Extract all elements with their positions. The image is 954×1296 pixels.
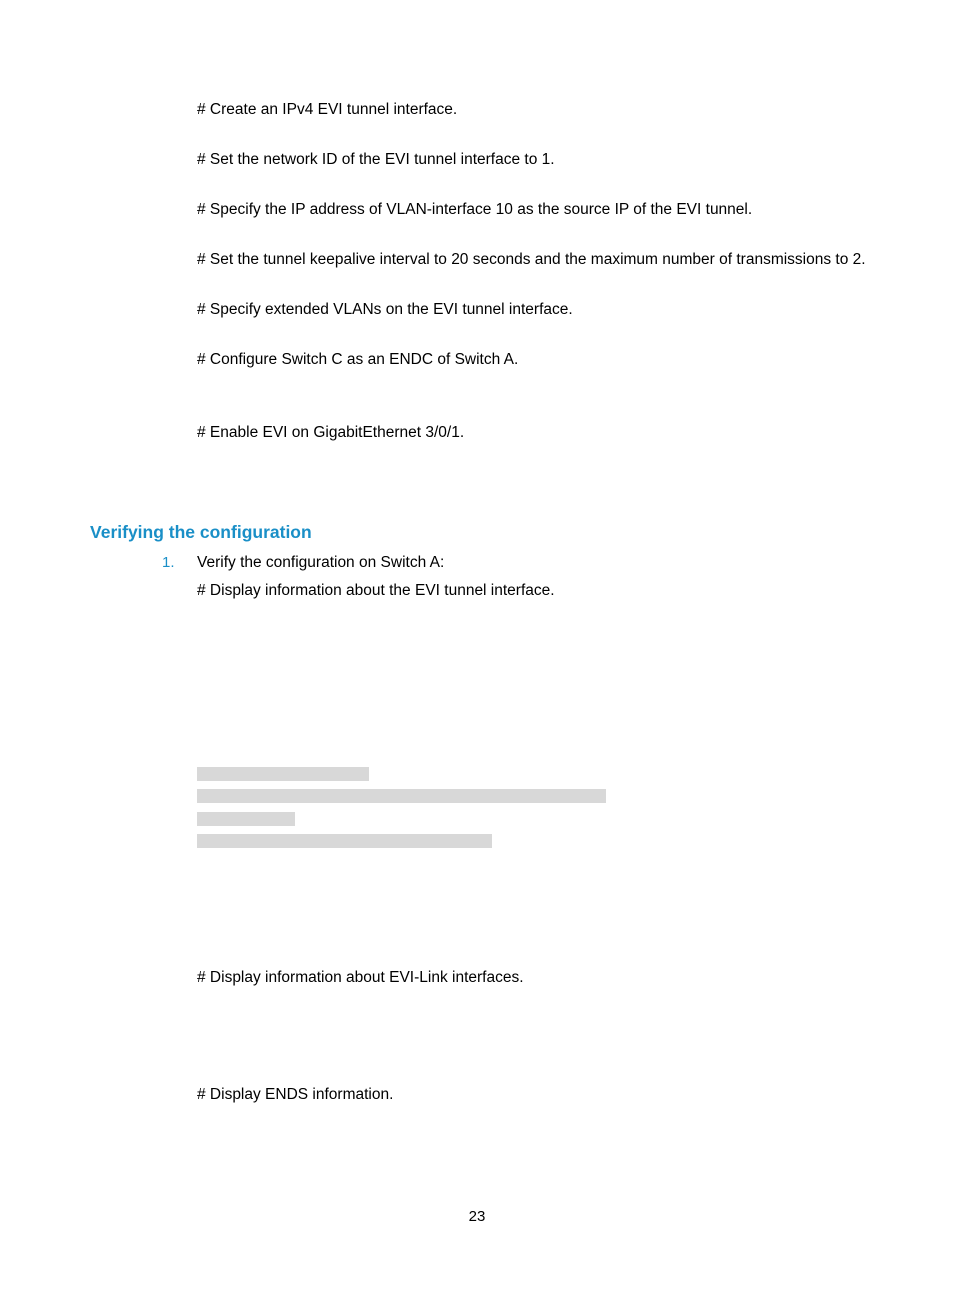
page-number: 23 xyxy=(468,1208,486,1225)
step-specify-source: # Specify the IP address of VLAN-interface 10 as the source IP of the EVI tunnel. xyxy=(197,201,753,218)
redacted-output-line xyxy=(197,789,606,803)
step-set-network-id: # Set the network ID of the EVI tunnel interface to 1. xyxy=(197,151,555,168)
step-enable-evi: # Enable EVI on GigabitEthernet 3/0/1. xyxy=(197,424,465,441)
step-keepalive: # Set the tunnel keepalive interval to 20 seconds and the maximum number of transmissions to 2. xyxy=(197,251,866,268)
step-extended-vlans: # Specify extended VLANs on the EVI tunnel interface. xyxy=(197,301,573,318)
redacted-output-line xyxy=(197,767,369,781)
section-heading: Verifying the configuration xyxy=(90,522,312,542)
redacted-output-line xyxy=(197,834,492,848)
list-item-text: Verify the configuration on Switch A: xyxy=(197,554,445,571)
step-endc: # Configure Switch C as an ENDC of Switch A. xyxy=(197,351,519,368)
step-display-ends: # Display ENDS information. xyxy=(197,1086,394,1103)
step-display-evi-link: # Display information about EVI-Link interfaces. xyxy=(197,969,524,986)
redacted-output-line xyxy=(197,812,295,826)
list-number: 1. xyxy=(162,554,175,571)
step-display-tunnel: # Display information about the EVI tunnel interface. xyxy=(197,582,555,599)
step-create-tunnel: # Create an IPv4 EVI tunnel interface. xyxy=(197,101,458,118)
